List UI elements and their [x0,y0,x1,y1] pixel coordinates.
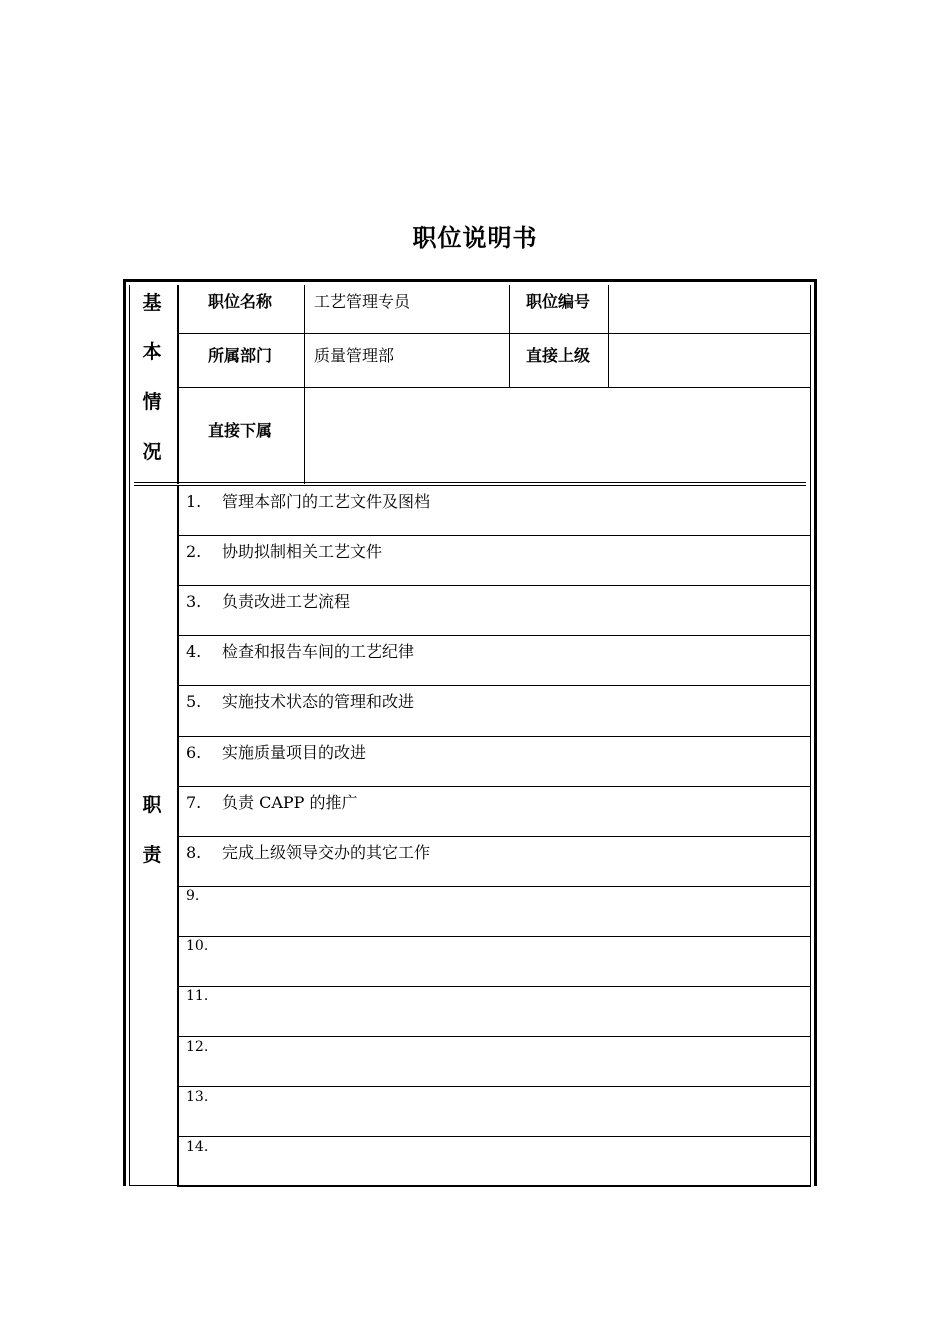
department-label: 所属部门 [208,346,273,365]
duty-item [186,840,430,863]
duty-num: 5. [186,692,202,711]
duty-row-divider [177,786,811,787]
duty-text: 实施质量项目的改进 [222,743,367,762]
divider [509,285,510,388]
duty-item [186,888,199,904]
duty-row-divider [177,1036,811,1037]
divider [177,285,179,484]
duty-row-divider [177,635,811,636]
duty-item [186,639,414,662]
duty-row-divider [177,1136,811,1137]
section-divider [134,485,806,486]
duty-row-divider [177,886,811,887]
duty-item [186,1139,208,1155]
duty-row-divider [177,535,811,536]
duty-row-divider [177,685,811,686]
duty-num: 6. [186,743,202,762]
duty-item [186,988,208,1004]
duty-text: 负责 CAPP 的推广 [222,793,358,812]
duty-item [186,689,414,712]
duty-num: 9. [186,888,200,904]
position-name-label: 职位名称 [208,292,273,311]
page-title: 职位说明书 [412,224,538,252]
divider [177,333,811,334]
duty-row-divider [177,986,811,987]
duty-item [186,938,208,954]
duty-item [186,1089,208,1105]
duty-text: 管理本部门的工艺文件及图档 [222,492,431,511]
duty-item [186,489,430,512]
duty-text: 检查和报告车间的工艺纪律 [222,642,415,661]
section-label-duties-2: 责 [142,844,162,866]
divider [608,285,609,388]
duty-row-divider [177,585,811,586]
duty-row-divider [177,836,811,837]
position-code-label: 职位编号 [526,292,591,311]
supervisor-label: 直接上级 [526,346,591,365]
duty-num: 7. [186,793,202,812]
section-label-basic-3: 情 [142,391,162,413]
duty-num: 2. [186,542,202,561]
duty-row-divider [177,1186,811,1187]
duty-row-divider [177,936,811,937]
duty-num: 10. [186,938,209,954]
duty-num: 3. [186,592,202,611]
department-value: 质量管理部 [314,346,395,365]
duty-item [186,790,358,813]
duty-item [186,539,382,562]
duty-item [186,740,366,763]
divider [304,285,305,484]
duty-num: 8. [186,843,202,862]
section-label-basic-1: 基 [142,292,162,314]
duty-num: 1. [186,492,202,511]
duty-num: 14. [186,1139,209,1155]
section-label-basic-2: 本 [142,341,162,363]
duty-item [186,1039,208,1055]
section-label-duties-1: 职 [142,794,162,816]
duty-num: 13. [186,1089,209,1105]
position-name-value: 工艺管理专员 [314,292,411,311]
duty-num: 11. [186,988,209,1004]
duty-text: 实施技术状态的管理和改进 [222,692,415,711]
duty-row-divider [177,736,811,737]
section-label-basic-4: 况 [142,441,162,463]
duty-num: 4. [186,642,202,661]
duty-text: 完成上级领导交办的其它工作 [222,843,431,862]
duty-text: 协助拟制相关工艺文件 [222,542,383,561]
duty-item [186,589,350,612]
duty-row-divider [177,1086,811,1087]
section-divider [134,482,806,483]
duty-num: 12. [186,1039,209,1055]
duty-bottom-divider [129,1185,811,1186]
divider [177,387,811,388]
subordinates-label: 直接下属 [208,421,273,440]
duty-text: 负责改进工艺流程 [222,592,351,611]
